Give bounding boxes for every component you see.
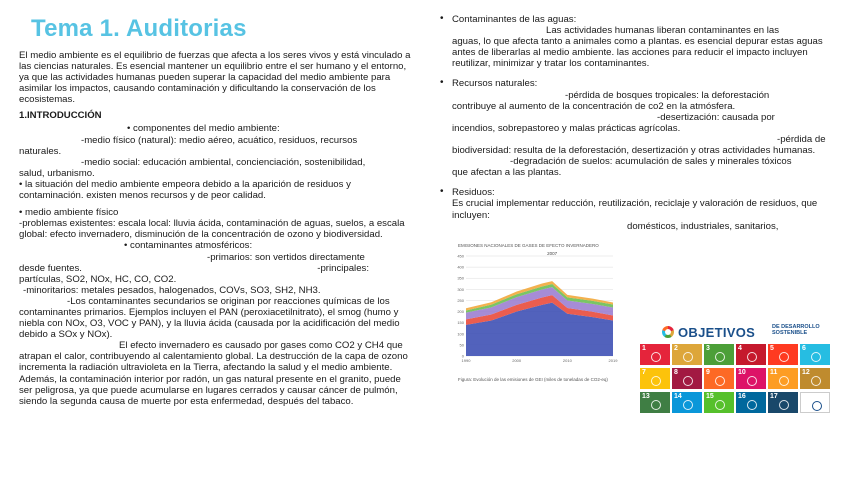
desertizacion-line: -desertización: causada por: [657, 111, 775, 123]
particulas-line: partículas, SO2, NOx, HC, CO, CO2.: [19, 273, 177, 285]
sdg-tile: [672, 368, 702, 389]
sdg-tile-number: 10: [738, 369, 746, 376]
sdg-tile: [768, 368, 798, 389]
residuos-tipos: domésticos, industriales, sanitarios,: [627, 220, 779, 232]
peak-label: 2007: [547, 251, 558, 256]
sdg-goal-icon: [651, 352, 661, 362]
y-tick-label: 350: [457, 275, 464, 281]
chart-caption: Figura: Evolución de las emisiones de GEI (miles de toneladas de CO2-eq): [458, 377, 608, 382]
sdg-goal-icon: [683, 376, 693, 386]
sdg-tile: [800, 368, 830, 389]
sdg-tile: [704, 392, 734, 413]
sdg-goal-icon: [747, 376, 757, 386]
sdg-goal-icon: [715, 352, 725, 362]
biodiv-line: -pérdida de: [777, 133, 826, 145]
sdg-tile: [672, 392, 702, 413]
sdg-tile: [640, 344, 670, 365]
bullet-icon: •: [440, 77, 444, 89]
sdg-grid: [640, 344, 832, 442]
sdg-tile: [672, 344, 702, 365]
sdg-tile-number: 5: [770, 345, 774, 352]
bosques-line: -pérdida de bosques tropicales: la deforestación: [565, 89, 770, 101]
sdg-tile: [640, 368, 670, 389]
sdg-wheel-icon: [662, 326, 674, 338]
sdg-goal-icon: [651, 376, 661, 386]
sdg-tile-number: 7: [642, 369, 646, 376]
sdg-goal-icon: [683, 400, 693, 410]
sdg-tile: [768, 392, 798, 413]
sdg-tile-number: 6: [802, 345, 806, 352]
sdg-tile-number: 17: [770, 393, 778, 400]
sdg-panel: [636, 320, 838, 440]
aguas-block: [440, 14, 842, 69]
sdg-tile-number: 14: [674, 393, 682, 400]
sdg-logo-text: OBJETIVOS: [678, 325, 756, 340]
bullet-icon: •: [440, 13, 444, 24]
sdg-goal-icon: [779, 376, 789, 386]
sdg-goal-icon: [811, 352, 821, 362]
sdg-tile-number: 2: [674, 345, 678, 352]
sdg-goal-icon: [683, 352, 693, 362]
intro-paragraph: El medio ambiente es el equilibrio de fuerzas que afecta a los seres vivos y está vinculado a las ciencias naturales. Es esencial mantener un equilibrio entre el ser humano y el entorno, ya que las actividades humanas pueden superar la capacidad del medio ambiente para asimilar los impactos, causando contaminación y dificultando la conservación de los ecosistemas.: [19, 50, 411, 106]
x-tick-label: 2000: [512, 358, 522, 363]
primarios-line: -primarios: son vertidos directamente: [207, 251, 365, 263]
bullet-icon: •: [440, 186, 444, 198]
y-tick-label: 250: [457, 297, 464, 303]
sdg-tile-number: 12: [802, 369, 810, 376]
sdg-tile-number: 8: [674, 369, 678, 376]
sdg-goal-icon: [747, 352, 757, 362]
sdg-subtitle: [772, 324, 820, 336]
desde-line: [19, 263, 369, 274]
y-tick-label: 300: [457, 286, 464, 292]
sdg-goal-icon: [747, 400, 757, 410]
sdg-tile: [704, 344, 734, 365]
sdg-tile-number: 16: [738, 393, 746, 400]
sdg-tile: [736, 344, 766, 365]
sdg-tile: [736, 392, 766, 413]
y-tick-label: 50: [459, 342, 464, 348]
sdg-goal-icon: [715, 376, 725, 386]
y-tick-label: 450: [457, 253, 464, 259]
secundarios-line: -Los contaminantes secundarios se originan por reacciones químicas de los contaminantes primarios. Ejemplos incluyen el PAN (peroxiacetilnitrato), el smog (humo y niebla con NOx, O3, VOC y PAN), y la lluvia ácida (causada por la acidificación del medio debido a SOx y NOx).: [19, 295, 400, 341]
sdg-goal-icon: [715, 400, 725, 410]
sdg-tile: [800, 344, 830, 365]
sdg-goal-icon: [812, 401, 822, 411]
sdg-tile-number: 4: [738, 345, 742, 352]
sdg-goal-icon: [651, 400, 661, 410]
fisico2-line: • medio ambiente físico: [19, 207, 119, 219]
sdg-tile: [736, 368, 766, 389]
componentes-line: • componentes del medio ambiente:: [127, 123, 280, 135]
componentes-block: [19, 123, 415, 201]
medio-social-cont: salud, urbanismo.: [19, 167, 95, 179]
sdg-goal-icon: [779, 400, 789, 410]
sdg-tile-number: 11: [770, 369, 778, 376]
sdg-subtitle-1: DE DESARROLLO: [772, 324, 820, 330]
minoritarios-line: -minoritarios: metales pesados, halogenados, COVs, SO3, SH2, NH3.: [23, 284, 321, 296]
sdg-tile-number: 1: [642, 345, 646, 352]
section-heading: 1.INTRODUCCIÓN: [19, 110, 102, 122]
sdg-tile-number: 3: [706, 345, 710, 352]
medio-fisico-line: -medio físico (natural): medio aéreo, acuático, residuos, recursos: [81, 134, 358, 146]
suelos-cont: que afectan a las plantas.: [452, 167, 562, 179]
emissions-chart: [448, 243, 624, 393]
y-tick-label: 150: [457, 320, 464, 326]
sdg-goal-icon: [811, 376, 821, 386]
fisico-block: [19, 207, 415, 407]
sdg-tile: [800, 392, 830, 413]
recursos-block: [440, 78, 842, 178]
problemas-line: -problemas existentes: escala local: lluvia ácida, contaminación de aguas, suelos, a escala global: efecto invernadero, disminución de la concentración de ozono y biodiversidad.: [19, 218, 405, 241]
sdg-goal-icon: [779, 352, 789, 362]
biodiv-cont: biodiversidad: resulta de la deforestación, desertización y otras actividades humanas.: [452, 145, 816, 157]
chart-title: EMISIONES NACIONALES DE GASES DE EFECTO INVERNADERO: [458, 243, 599, 248]
aguas-text1: Las actividades humanas liberan contaminantes en las: [546, 25, 780, 37]
situacion-line: • la situación del medio ambiente empeora debido a la aparición de residuos y contaminación. existen menos recursos y de peor calidad.: [19, 178, 351, 202]
sdg-tile-number: 13: [642, 393, 650, 400]
desde-text: desde fuentes.: [19, 262, 82, 274]
aguas-text2: aguas, lo que afecta tanto a animales como a plantas. es esencial depurar estas aguas antes de liberarlas al medio ambiente. las acciones para reducir el impacto incluyen reutilizar, minimizar y tratar los contaminantes.: [452, 36, 823, 70]
recursos-title: Recursos naturales:: [452, 78, 538, 90]
sdg-subtitle-2: SOSTENIBLE: [772, 330, 808, 336]
chart-plot: [448, 248, 624, 368]
sdg-tile-number: 15: [706, 393, 714, 400]
y-tick-label: 0: [461, 353, 464, 359]
medio-social-line: -medio social: educación ambiental, concienciación, sostenibilidad,: [81, 156, 366, 168]
right-column: [440, 14, 842, 241]
y-tick-label: 100: [457, 331, 464, 337]
residuos-block: [440, 187, 842, 231]
principales-text: -principales:: [317, 262, 369, 274]
bosques-cont: contribuye al aumento de la concentración de co2 en la atmósfera.: [452, 100, 736, 112]
desertizacion-cont: incendios, sobrepastoreo y malas prácticas agrícolas.: [452, 122, 681, 134]
sdg-tile-number: 9: [706, 369, 710, 376]
x-tick-label: 1990: [461, 358, 471, 363]
suelos-line: -degradación de suelos: acumulación de sales y minerales tóxicos: [510, 156, 792, 168]
contaminantes-line: • contaminantes atmosféricos:: [124, 240, 253, 252]
page-title: Tema 1. Auditorias: [31, 15, 247, 42]
sdg-header: [640, 322, 830, 342]
aguas-title: Contaminantes de las aguas:: [452, 14, 577, 25]
residuos-title: Residuos:: [452, 187, 495, 199]
residuos-text: Es crucial implementar reducción, reutilización, reciclaje y valoración de residuos, que incluyen:: [452, 198, 818, 221]
left-column: [19, 14, 415, 407]
sdg-tile: [704, 368, 734, 389]
sdg-tile: [640, 392, 670, 413]
y-tick-label: 400: [457, 264, 464, 270]
y-tick-label: 200: [457, 309, 464, 315]
medio-fisico-cont: naturales.: [19, 145, 62, 157]
x-tick-label: 2010: [562, 358, 572, 363]
invernadero-line: El efecto invernadero es causado por gases como CO2 y CH4 que atrapan el calor, contribuyendo al calentamiento global. La destrucción de la capa de ozono incrementa la radiación ultravioleta en la Tierra, afectando la salud y el medio ambiente. Además, la contaminación interior por radón, un gas natural presente en el granito, puede ser peligrosa, ya que puede acumularse en lugares cerrados y causar cáncer de pulmón, siendo la segunda causa de muerte por esta enfermedad, después del tabaco.: [19, 340, 408, 407]
sdg-tile: [768, 344, 798, 365]
x-tick-label: 2019: [608, 358, 618, 363]
